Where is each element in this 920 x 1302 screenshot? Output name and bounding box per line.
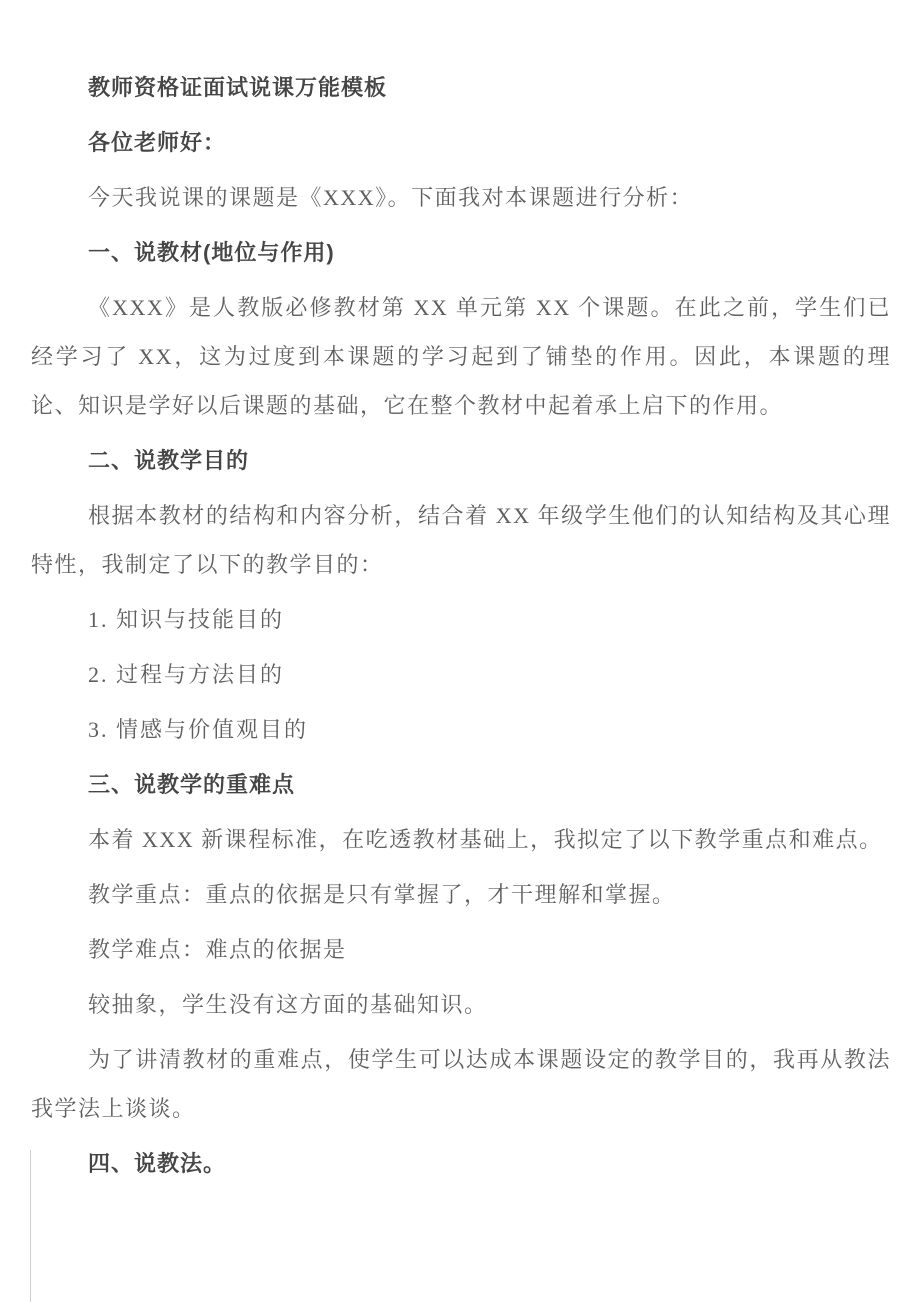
section-1-heading: 一、说教材(地位与作用) <box>88 240 335 265</box>
teaching-difficulty-paragraph: 教学难点：难点的依据是 <box>88 937 347 962</box>
section-1-paragraph: 《XXX》是人教版必修教材第 XX 单元第 XX 个课题。在此之前，学生们已经学习了 XX，这为过度到本课题的学习起到了铺垫的作用。因此，本课题的理论、知识是学好以后课题的基础，它在整个教材中起着承上启下的作用。 <box>31 295 891 418</box>
left-margin-line <box>30 1150 31 1302</box>
objective-item-3: 3. 情感与价值观目的 <box>88 717 309 742</box>
section-2-paragraph: 根据本教材的结构和内容分析，结合着 XX 年级学生他们的认知结构及其心理特性，我制定了以下的教学目的： <box>31 503 891 577</box>
intro-paragraph: 今天我说课的课题是《XXX》。下面我对本课题进行分析： <box>88 185 694 210</box>
objective-item-2: 2. 过程与方法目的 <box>88 662 285 687</box>
teaching-focus-paragraph: 教学重点：重点的依据是只有掌握了，才干理解和掌握。 <box>88 882 676 907</box>
section-2-heading: 二、说教学目的 <box>88 448 250 473</box>
doc-title: 教师资格证面试说课万能模板 <box>88 75 388 100</box>
section-4-heading: 四、说教法。 <box>88 1151 227 1176</box>
difficulty-detail-paragraph: 较抽象，学生没有这方面的基础知识。 <box>88 992 488 1017</box>
objective-item-1: 1. 知识与技能目的 <box>88 607 285 632</box>
section-3-heading: 三、说教学的重难点 <box>88 772 296 797</box>
section-3-paragraph: 本着 XXX 新课程标准，在吃透教材基础上，我拟定了以下教学重点和难点。 <box>88 827 883 852</box>
greeting-heading: 各位老师好： <box>88 130 227 155</box>
transition-paragraph: 为了讲清教材的重难点，使学生可以达成本课题设定的教学目的，我再从教法我学法上谈谈。 <box>31 1047 891 1121</box>
